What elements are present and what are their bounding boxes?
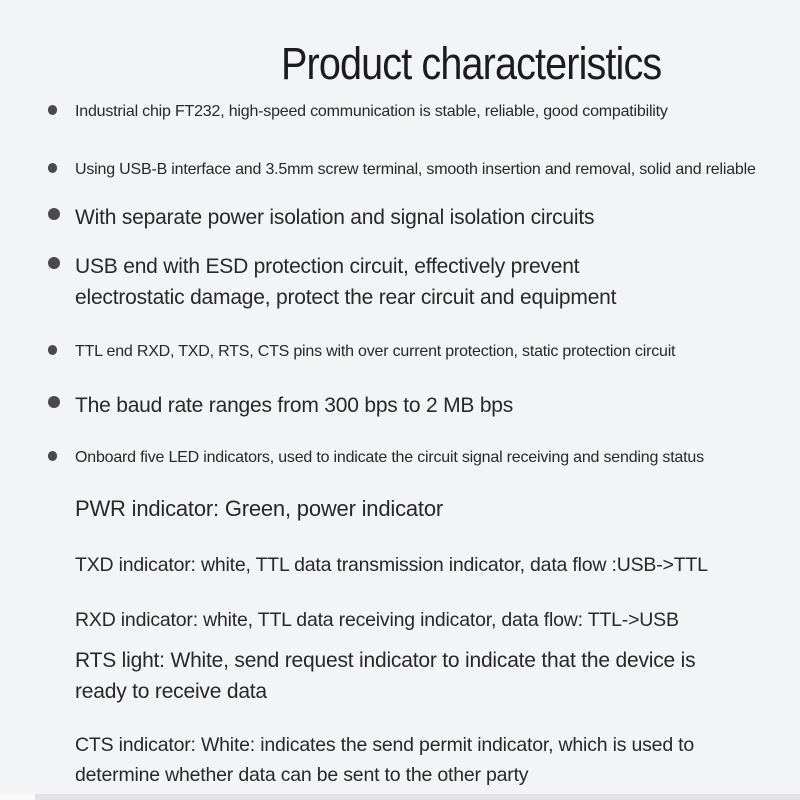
bottom-left-margin	[0, 794, 35, 800]
indicator-text: RTS light: White, send request indicator to indicate that the device is ready to receive data	[75, 649, 696, 703]
feature-item	[75, 251, 693, 313]
feature-text: The baud rate ranges from 300 bps to 2 MB bps	[75, 394, 514, 417]
feature-item	[75, 101, 787, 122]
indicator-line-txd	[75, 550, 787, 580]
bullet-icon	[48, 451, 57, 460]
indicator-text: PWR indicator: Green, power indicator	[75, 496, 443, 521]
page-title: Product characteristics	[281, 38, 662, 90]
next-section-top-edge	[35, 794, 800, 800]
feature-item	[75, 202, 787, 233]
feature-text: TTL end RXD, TXD, RTS, CTS pins with over current protection, static protection circuit	[75, 343, 676, 360]
feature-text: With separate power isolation and signal isolation circuits	[75, 206, 595, 229]
feature-item	[75, 341, 787, 362]
feature-text: Industrial chip FT232, high-speed communication is stable, reliable, good compatibility	[75, 103, 668, 120]
bullet-icon	[48, 345, 57, 354]
bullet-icon	[48, 208, 60, 220]
indicator-line-rxd	[75, 605, 787, 635]
feature-item	[75, 390, 787, 421]
indicator-text: TXD indicator: white, TTL data transmission indicator, data flow :USB->TTL	[75, 554, 708, 576]
bullet-icon	[48, 105, 57, 114]
bullet-icon	[48, 257, 60, 269]
indicator-line-pwr	[75, 495, 787, 523]
indicator-line-rts	[75, 645, 715, 707]
indicator-line-cts	[75, 730, 735, 790]
feature-text: Onboard five LED indicators, used to indicate the circuit signal receiving and sending status	[75, 449, 704, 466]
feature-item	[75, 447, 787, 468]
feature-text: Using USB-B interface and 3.5mm screw terminal, smooth insertion and removal, solid and reliable	[75, 161, 756, 178]
indicator-text: RXD indicator: white, TTL data receiving indicator, data flow: TTL->USB	[75, 609, 679, 631]
feature-text: USB end with ESD protection circuit, effectively prevent electrostatic damage, protect the rear circuit and equipment	[75, 255, 617, 309]
indicator-text: CTS indicator: White: indicates the send permit indicator, which is used to determine whether data can be sent to the other party	[75, 734, 695, 786]
feature-item	[75, 159, 787, 180]
bullet-icon	[48, 163, 57, 172]
bullet-icon	[48, 396, 60, 408]
